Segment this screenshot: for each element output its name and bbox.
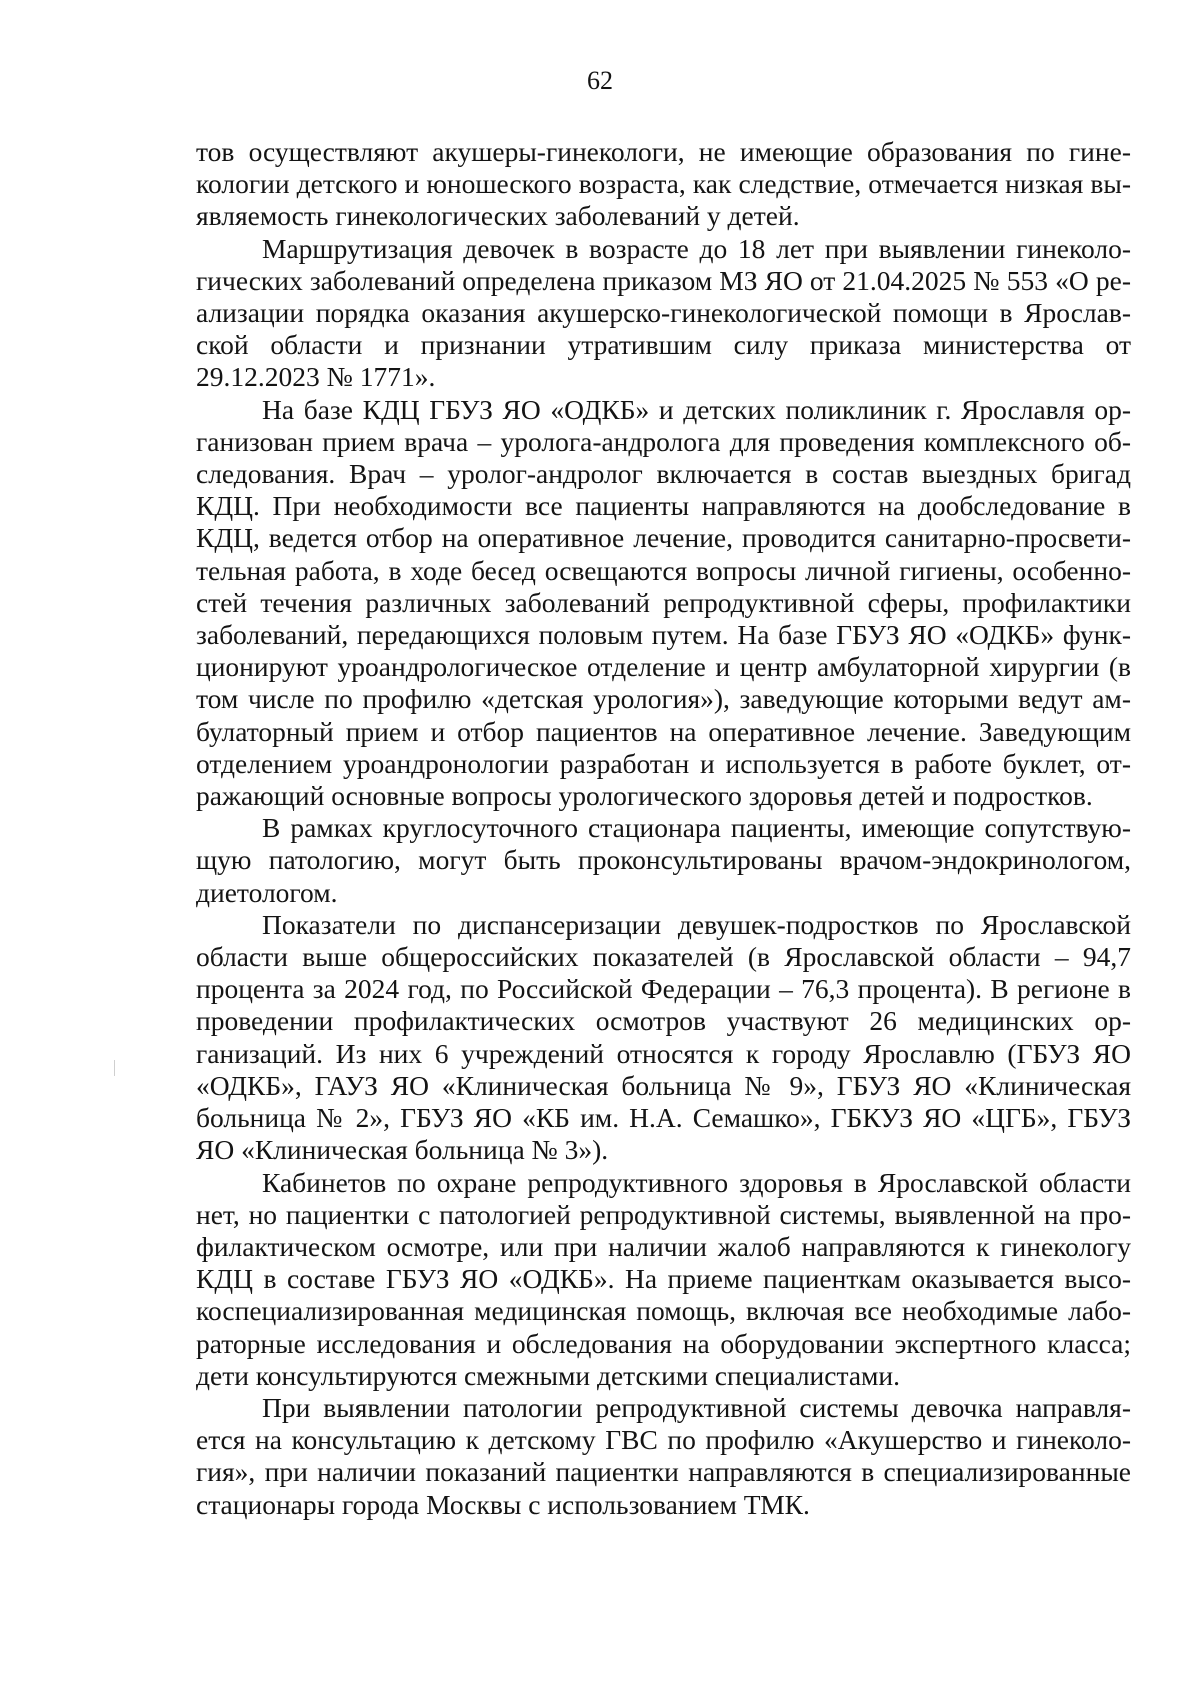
document-body bbox=[196, 136, 1131, 1521]
paragraph-1: тов осуществляют акушеры-гинекологи, не имеющие образования по гинекологии детского и юношеского возраста, как следствие, отмечается низкая выявляемость гинекологических заболеваний у детей. bbox=[196, 136, 1131, 232]
page-number: 62 bbox=[587, 66, 613, 95]
paragraph-6: Кабинетов по охране репродуктивного здоровья в Ярославской области нет, но пациентки с патологией репродуктивной системы, выявленной на профилактическом осмотре, или при наличии жалоб направляются к гинекологу КДЦ в составе ГБУЗ ЯО «ОДКБ». На приеме пациенткам оказывается высокоспециализированная медицинская помощь, включая все необходимые лабораторные исследования и обследования на оборудовании экспертного класса; дети консультируются смежными детскими специалистами. bbox=[196, 1166, 1131, 1391]
paragraph-2: Маршрутизация девочек в возрасте до 18 лет при выявлении гинекологических заболеваний определена приказом МЗ ЯО от 21.04.2025 № 553 «О реализации порядка оказания акушерско-гинекологической помощи в Ярославской области и признании утратившим силу приказа министерства от 29.12.2023 № 1771». bbox=[196, 232, 1131, 393]
paragraph-7: При выявлении патологии репродуктивной системы девочка направляется на консультацию к детскому ГВС по профилю «Акушерство и гинекология», при наличии показаний пациентки направляются в специализированные стационары города Москвы с использованием ТМК. bbox=[196, 1391, 1131, 1520]
paragraph-5: Показатели по диспансеризации девушек-подростков по Ярославской области выше общероссийских показателей (в Ярославской области – 94,7 процента за 2024 год, по Российской Федерации – 76,3 процента). В регионе в проведении профилактических осмотров участвуют 26 медицинских организаций. Из них 6 учреждений относятся к городу Ярославлю (ГБУЗ ЯО «ОДКБ», ГАУЗ ЯО «Клиническая больница № 9», ГБУЗ ЯО «Клиническая больница № 2», ГБУЗ ЯО «КБ им. Н.А. Семашко», ГБКУЗ ЯО «ЦГБ», ГБУЗ ЯО «Клиническая больница № 3»). bbox=[196, 908, 1131, 1166]
paragraph-3: На базе КДЦ ГБУЗ ЯО «ОДКБ» и детских поликлиник г. Ярославля организован прием врача – уролога-андролога для проведения комплексного обследования. Врач – уролог-андролог включается в состав выездных бригад КДЦ. При необходимости все пациенты направляются на дообследование в КДЦ, ведется отбор на оперативное лечение, проводится санитарно-просветительная работа, в ходе бесед освещаются вопросы личной гигиены, особенностей течения различных заболеваний репродуктивной сферы, профилактики заболеваний, передающихся половым путем. На базе ГБУЗ ЯО «ОДКБ» функционируют уроандрологическое отделение и центр амбулаторной хирургии (в том числе по профилю «детская урология»), заведующие которыми ведут амбулаторный прием и отбор пациентов на оперативное лечение. Заведующим отделением уроандронологии разработан и используется в работе буклет, отражающий основные вопросы урологического здоровья детей и подростков. bbox=[196, 393, 1131, 812]
scan-margin-mark bbox=[114, 1060, 115, 1076]
paragraph-4: В рамках круглосуточного стационара пациенты, имеющие сопутствующую патологию, могут быть проконсультированы врачом-эндокринологом, диетологом. bbox=[196, 812, 1131, 908]
